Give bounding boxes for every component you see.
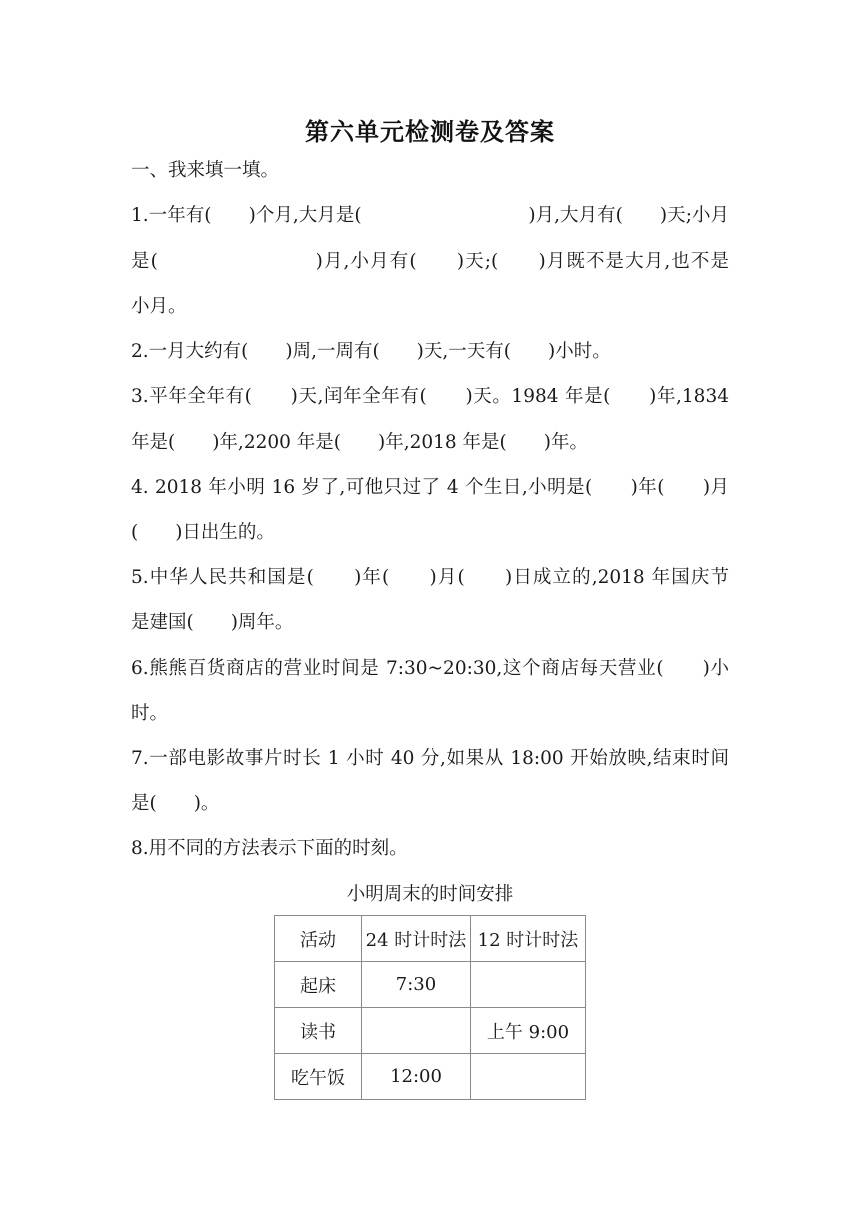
- table-caption: 小明周末的时间安排: [346, 884, 514, 905]
- schedule-table: [274, 915, 586, 1100]
- question-8-line-1: 8.用不同的方法表示下面的时刻。: [131, 838, 408, 859]
- question-3-line-1: 3.平年全年有( )天,闰年全年有( )天。1984 年是( )年,1834: [131, 386, 729, 407]
- table-row: [275, 1054, 586, 1100]
- table-cell-blank[interactable]: [471, 1054, 586, 1100]
- table-cell: 读书: [275, 1008, 362, 1054]
- page-title: 第六单元检测卷及答案: [305, 118, 555, 146]
- question-3-line-2: 年是( )年,2200 年是( )年,2018 年是( )年。: [131, 432, 588, 453]
- question-5-line-1: 5.中华人民共和国是( )年( )月( )日成立的,2018 年国庆节: [131, 567, 729, 588]
- section-heading: 一、我来填一填。: [131, 160, 280, 181]
- table-cell-blank[interactable]: [362, 1008, 471, 1054]
- table-cell-blank[interactable]: [471, 962, 586, 1008]
- question-1-line-2: 是( )月,小月有( )天;( )月既不是大月,也不是: [131, 251, 729, 272]
- table-header-row: [275, 916, 586, 962]
- question-1-line-3: 小月。: [131, 296, 187, 317]
- question-2-line-1: 2.一月大约有( )周,一周有( )天,一天有( )小时。: [131, 341, 611, 362]
- table-cell: 起床: [275, 962, 362, 1008]
- question-4-line-2: ( )日出生的。: [131, 522, 275, 543]
- table-row: [275, 962, 586, 1008]
- question-5-line-2: 是建国( )周年。: [131, 612, 294, 633]
- question-1-line-1: 1.一年有( )个月,大月是( )月,大月有( )天;小月: [131, 205, 729, 226]
- table-cell: 吃午饭: [275, 1054, 362, 1100]
- question-7-line-1: 7.一部电影故事片时长 1 小时 40 分,如果从 18:00 开始放映,结束时间: [131, 748, 729, 769]
- table-header-cell: 活动: [275, 916, 362, 962]
- table-header-cell: 12 时计时法: [471, 916, 586, 962]
- table-cell: 上午 9:00: [471, 1008, 586, 1054]
- question-4-line-1: 4. 2018 年小明 16 岁了,可他只过了 4 个生日,小明是( )年( )月: [131, 477, 729, 498]
- table-header-cell: 24 时计时法: [362, 916, 471, 962]
- question-7-line-2: 是( )。: [131, 793, 220, 814]
- table-cell: 12:00: [362, 1054, 471, 1100]
- question-6-line-2: 时。: [131, 703, 169, 724]
- question-6-line-1: 6.熊熊百货商店的营业时间是 7:30~20:30,这个商店每天营业( )小: [131, 658, 729, 679]
- table-row: [275, 1008, 586, 1054]
- table-cell: 7:30: [362, 962, 471, 1008]
